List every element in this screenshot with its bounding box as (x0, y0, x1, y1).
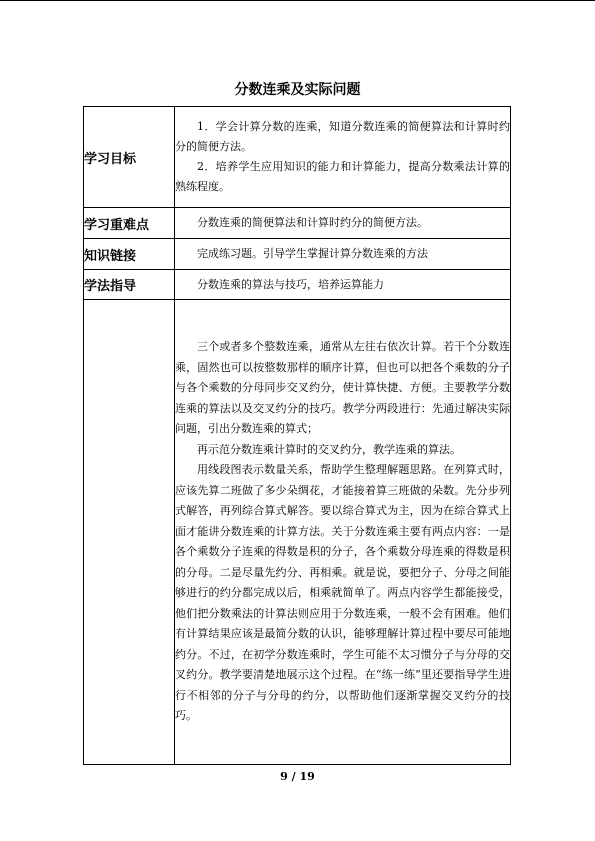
label-teaching-content (84, 300, 175, 765)
document-title: 分数连乘及实际问题 (234, 82, 361, 98)
row-key-difficulties (84, 208, 511, 239)
label-learning-goals: 学习目标 (84, 107, 175, 208)
goal-paragraph-1: 1．学会计算分数的连乘，知道分数连乘的简便算法和计算时约分的简便方法。 (175, 120, 510, 153)
body-paragraph-2: 再示范分数连乘计算时的交叉约分，教学连乘的算法。 (197, 442, 461, 456)
content-knowledge-link (175, 239, 511, 270)
goal-paragraph-2: 2．培养学生应用知识的能力和计算能力，提高分数乘法计算的熟练程度。 (175, 160, 510, 193)
lesson-plan-table (83, 106, 511, 765)
label-key-difficulties: 学习重难点 (84, 208, 175, 239)
link-paragraph: 完成练习题。引导学生掌握计算分数连乘的方法 (197, 247, 428, 260)
content-study-method (175, 270, 511, 300)
page-number: 9 / 19 (280, 770, 315, 783)
row-learning-goals (84, 107, 511, 208)
row-teaching-content (84, 300, 511, 765)
label-study-method: 学法指导 (84, 270, 175, 300)
key-paragraph: 分数连乘的简便算法和计算时约分的简便方法。 (197, 216, 428, 229)
body-paragraph-3: 用线段图表示数量关系，帮助学生整理解题思路。在列算式时，应该先算二班做了多少朵绸花，才能接着算三班做的朵数。先分步列式解答，再列综合算式解答。要以综合算式为主，因为在综合算式上面才能讲分数连乘的计算方法。关于分数连乘主要有两点内容：一是各个乘数分子连乘的得数是积的分子，各个乘数分母连乘的得数是积的分母。二是尽量先约分、再相乘。就是说，要把分子、分母之间能够进行的约分都完成以后，相乘就简单了。两点内容学生都能接受，他们把分数乘法的计算法则应用于分数连乘，一般不会有困难。他们有计算结果应该是最简分数的认识，能够理解计算过程中要尽可能地约分。不过，在初学分数连乘时，学生可能不太习惯分子与分母的交叉约分。教学要清楚地展示这个过程。在“练一练”里还要指导学生进行不相邻的分子与分母的约分，以帮助他们逐渐掌握交叉约分的技巧。 (175, 463, 510, 723)
content-key-difficulties (175, 208, 511, 239)
row-study-method (84, 270, 511, 300)
content-teaching-content (175, 300, 511, 765)
content-learning-goals (175, 107, 511, 208)
method-paragraph: 分数连乘的算法与技巧，培养运算能力 (197, 277, 384, 291)
body-paragraph-1: 三个或者多个整数连乘，通常从左往右依次计算。若干个分数连乘，固然也可以按整数那样的顺序计算，但也可以把各个乘数的分子与各个乘数的分母同步交叉约分，使计算快捷、方便。主要教学分数连乘的算法以及交叉约分的技巧。教学分两段进行：先通过解决实际问题，引出分数连乘的算式； (175, 340, 510, 436)
label-knowledge-link: 知识链接 (84, 239, 175, 270)
row-knowledge-link (84, 239, 511, 270)
top-rule (0, 0, 595, 1)
